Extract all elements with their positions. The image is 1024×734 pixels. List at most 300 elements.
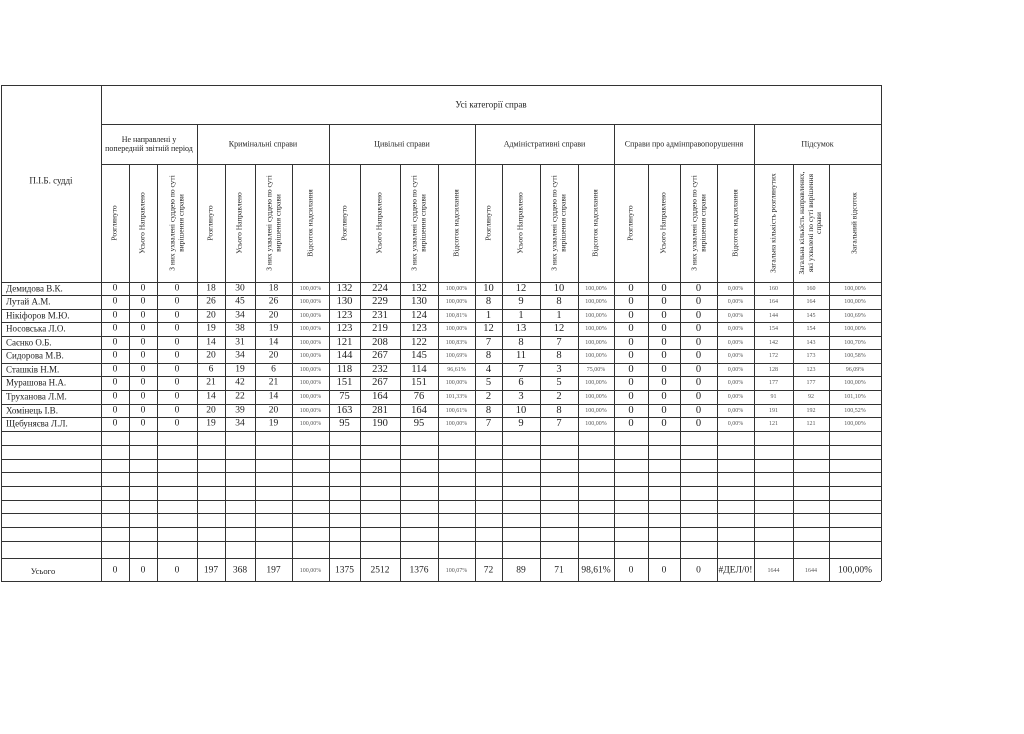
judge-name: Демидова В.К.	[6, 283, 63, 294]
table-cell: 0	[695, 309, 702, 321]
table-cell: 164	[769, 298, 778, 305]
column-subheader: Відсоток надсилання	[451, 189, 461, 257]
table-cell: 130	[336, 295, 353, 307]
table-cell: 14	[268, 337, 279, 347]
column-divider	[225, 164, 226, 581]
table-cell: 100,00%	[445, 285, 468, 292]
judge-name: Носовська Л.О.	[6, 323, 66, 334]
table-cell: 0,00%	[727, 339, 744, 346]
judge-name: Сидорова М.В.	[6, 350, 64, 361]
table-cell: 100,00%	[299, 366, 322, 373]
table-cell: 95	[413, 417, 425, 429]
table-cell: 0	[112, 405, 118, 415]
table-cell: 160	[769, 285, 778, 292]
row-divider	[1, 390, 881, 391]
table-cell: 0	[628, 336, 634, 348]
table-cell: 0	[695, 390, 702, 402]
table-cell: 100,00%	[585, 379, 607, 386]
table-cell: 0	[174, 350, 180, 360]
table-cell: 21	[268, 377, 279, 387]
table-cell: 1	[518, 309, 524, 321]
table-cell: 0	[661, 282, 667, 294]
empty-row-divider	[1, 513, 881, 514]
table-cell: 123	[411, 322, 427, 334]
column-subheader: Розглянуто	[339, 205, 349, 241]
table-cell: 219	[372, 322, 388, 334]
table-cell: 11	[515, 349, 527, 361]
column-divider	[438, 164, 439, 581]
table-cell: 42	[235, 377, 245, 387]
table-cell: 191	[769, 407, 778, 414]
table-cell: 143	[806, 339, 816, 346]
table-cell: 0	[628, 309, 634, 321]
column-subheader: Загальна кількість направлених, які ухвалені по суті вирішення справи	[797, 171, 824, 275]
table-cell: 100,00%	[585, 325, 607, 332]
table-cell: 100,00%	[585, 339, 607, 346]
table-cell: 0	[140, 391, 146, 401]
table-cell: 121	[336, 336, 353, 348]
total-cell: 197	[266, 564, 281, 575]
table-cell: 100,58%	[844, 352, 866, 359]
total-cell: 72	[483, 564, 494, 575]
table-cell: 1	[485, 309, 492, 321]
table-cell: 267	[372, 349, 388, 361]
table-cell: 281	[372, 404, 388, 416]
table-cell: 100,69%	[445, 352, 468, 359]
empty-row-divider	[1, 541, 881, 542]
table-cell: 8	[485, 349, 492, 361]
judge-name: Нікіфоров М.Ю.	[6, 310, 70, 321]
table-cell: 0	[628, 404, 634, 416]
table-cell: 19	[206, 323, 216, 333]
judge-name: Сташків Н.М.	[6, 364, 60, 375]
table-cell: 0	[661, 349, 667, 361]
table-cell: 3	[518, 390, 524, 402]
column-subheader: З них ухвалені суддею по суті вирішення справи	[263, 175, 282, 271]
table-cell: 154	[806, 325, 816, 332]
table-cell: 0	[112, 377, 118, 387]
table-cell: 0	[628, 295, 634, 307]
table-cell: 39	[235, 405, 245, 415]
table-cell: 0	[661, 322, 667, 334]
column-subheader: Усього Направлено	[515, 192, 525, 254]
total-cell: 0	[140, 564, 146, 575]
table-cell: 0	[140, 377, 146, 387]
table-cell: 123	[336, 322, 353, 334]
column-divider	[578, 164, 579, 581]
table-cell: 12	[483, 322, 494, 334]
empty-row-divider	[1, 500, 881, 501]
total-cell: 368	[232, 564, 248, 575]
total-cell: 0	[112, 564, 118, 575]
table-cell: 96,61%	[447, 366, 466, 373]
table-cell: 0	[112, 350, 118, 360]
column-divider	[502, 164, 503, 581]
column-subheader: З них ухвалені суддею по суті вирішення справи	[688, 175, 707, 271]
total-cell: 0	[696, 564, 701, 575]
table-cell: 144	[769, 312, 778, 319]
column-subheader: Відсоток надсилання	[730, 189, 740, 257]
column-subheader: З них ухвалені суддею по суті вирішення справи	[409, 175, 427, 271]
row-divider	[1, 376, 881, 377]
judge-name: Труханова Л.М.	[6, 391, 67, 402]
table-cell: 7	[518, 363, 524, 375]
table-cell: 0	[695, 376, 702, 388]
group-row-divider	[101, 164, 881, 165]
table-cell: 124	[411, 309, 427, 321]
table-cell: 6	[208, 364, 214, 374]
table-cell: 100,00%	[299, 420, 322, 427]
table-cell: 0	[112, 283, 118, 293]
table-cell: 0	[628, 322, 634, 334]
table-cell: 145	[806, 312, 816, 319]
table-cell: 0	[112, 323, 118, 333]
judge-name: Лутай А.М.	[6, 296, 51, 307]
table-cell: 0	[112, 418, 118, 428]
column-subheader: Відсоток надсилання	[590, 189, 600, 257]
row-divider	[1, 349, 881, 350]
group-header: Кримінальні справи	[228, 139, 298, 149]
column-divider	[793, 164, 794, 581]
table-cell: 177	[769, 379, 778, 386]
table-cell: 0	[695, 404, 702, 416]
total-cell: 197	[203, 564, 219, 575]
table-cell: 0	[695, 322, 702, 334]
row-divider	[1, 322, 881, 323]
total-cell: 0	[628, 564, 634, 575]
table-cell: 7	[485, 336, 492, 348]
table-cell: 0	[661, 376, 667, 388]
table-cell: 26	[268, 296, 279, 306]
total-cell: 98,61%	[581, 564, 611, 575]
table-cell: 13	[515, 322, 527, 334]
table-cell: 0,00%	[727, 325, 744, 332]
table-cell: 0	[174, 391, 180, 401]
table-cell: 96,09%	[845, 366, 865, 373]
table-cell: 100,00%	[844, 298, 866, 305]
row-divider	[1, 404, 881, 405]
table-cell: 100,00%	[299, 298, 322, 305]
table-bottom-border	[1, 581, 881, 582]
table-cell: 5	[485, 376, 492, 388]
table-cell: 22	[235, 391, 245, 401]
table-cell: 19	[268, 418, 279, 428]
table-cell: 0,00%	[727, 393, 744, 400]
table-cell: 100,52%	[844, 407, 866, 414]
name-column-divider	[101, 85, 102, 581]
total-row-label: Усього	[30, 565, 56, 576]
row-divider	[1, 431, 881, 432]
table-cell: 0	[140, 323, 146, 333]
table-cell: 0	[695, 282, 702, 294]
table-cell: 0,00%	[727, 366, 744, 373]
table-cell: 0	[661, 336, 667, 348]
table-cell: 20	[268, 405, 279, 415]
group-header: Не направлені у попередній звітній період	[105, 134, 193, 153]
column-subheader: Усього Направлено	[137, 192, 147, 254]
table-cell: 231	[372, 309, 388, 321]
table-cell: 0	[628, 282, 634, 294]
column-divider	[400, 164, 401, 581]
judge-name: Хомінець І.В.	[6, 405, 58, 416]
table-cell: 21	[206, 377, 216, 387]
table-cell: 118	[336, 363, 353, 375]
column-divider	[829, 164, 830, 581]
column-divider	[157, 164, 158, 581]
table-cell: 0	[112, 296, 118, 306]
table-cell: 154	[769, 325, 778, 332]
table-cell: 2	[485, 390, 492, 402]
table-cell: 0	[661, 363, 667, 375]
table-cell: 0	[174, 296, 180, 306]
table-cell: 18	[206, 283, 216, 293]
table-cell: 0,00%	[727, 379, 744, 386]
table-cell: 0	[695, 336, 702, 348]
table-cell: 0	[174, 310, 180, 320]
table-cell: 101,33%	[445, 393, 468, 400]
table-left-border	[1, 85, 2, 581]
total-row-divider	[1, 558, 881, 559]
table-cell: 100,61%	[445, 407, 468, 414]
table-cell: 20	[268, 350, 279, 360]
table-cell: 163	[336, 404, 353, 416]
total-cell: 71	[554, 564, 564, 575]
table-cell: 19	[268, 323, 279, 333]
table-cell: 31	[235, 337, 245, 347]
table-cell: 100,00%	[299, 407, 322, 414]
table-cell: 0,00%	[727, 407, 744, 414]
table-cell: 18	[268, 283, 279, 293]
table-cell: 0	[140, 350, 146, 360]
table-cell: 0	[174, 323, 180, 333]
table-cell: 132	[411, 282, 427, 294]
table-cell: 75	[339, 390, 350, 402]
empty-row-divider	[1, 527, 881, 528]
table-cell: 1	[556, 309, 562, 321]
table-cell: 0	[140, 337, 146, 347]
table-cell: 34	[235, 350, 245, 360]
table-cell: 190	[372, 417, 388, 429]
table-cell: 20	[206, 405, 216, 415]
table-cell: 151	[411, 376, 427, 388]
table-cell: 8	[485, 295, 492, 307]
table-cell: 92	[808, 393, 814, 400]
table-cell: 95	[339, 417, 350, 429]
column-subheader: Усього Направлено	[234, 192, 244, 254]
total-cell: #ДЕЛ/0!	[718, 564, 753, 575]
table-cell: 19	[206, 418, 216, 428]
table-cell: 100,00%	[585, 298, 607, 305]
table-cell: 267	[372, 376, 388, 388]
total-cell: 2512	[370, 564, 390, 575]
table-cell: 7	[485, 417, 492, 429]
table-cell: 0	[140, 283, 146, 293]
table-cell: 224	[372, 282, 388, 294]
table-cell: 100,00%	[445, 298, 468, 305]
empty-row-divider	[1, 486, 881, 487]
table-cell: 232	[372, 363, 388, 375]
group-header: Підсумок	[801, 139, 834, 149]
table-cell: 100,00%	[445, 379, 468, 386]
table-cell: 208	[372, 336, 388, 348]
table-cell: 8	[556, 349, 562, 361]
table-cell: 100,00%	[585, 312, 607, 319]
table-cell: 0,00%	[727, 420, 744, 427]
table-cell: 0	[112, 337, 118, 347]
table-cell: 100,00%	[585, 352, 607, 359]
table-cell: 14	[268, 391, 279, 401]
table-cell: 8	[518, 336, 524, 348]
table-cell: 192	[806, 407, 816, 414]
row-divider	[1, 336, 881, 337]
table-cell: 76	[413, 390, 425, 402]
table-cell: 0	[628, 390, 634, 402]
table-cell: 9	[518, 295, 524, 307]
table-cell: 173	[806, 352, 816, 359]
column-subheader: З них ухвалені суддею по суті вирішення справи	[167, 175, 185, 271]
table-cell: 0	[140, 364, 146, 374]
table-cell: 0	[174, 283, 180, 293]
table-cell: 2	[556, 390, 562, 402]
table-cell: 100,00%	[585, 407, 607, 414]
table-cell: 0	[140, 405, 146, 415]
table-cell: 100,69%	[844, 312, 866, 319]
column-divider	[255, 164, 256, 581]
table-cell: 128	[769, 366, 778, 373]
table-cell: 0	[174, 337, 180, 347]
group-header: Адміністративні справи	[503, 139, 586, 149]
table-cell: 20	[268, 310, 279, 320]
column-divider	[680, 164, 681, 581]
table-cell: 12	[515, 282, 527, 294]
table-cell: 100,00%	[299, 325, 322, 332]
table-cell: 0	[628, 376, 634, 388]
table-cell: 114	[411, 363, 427, 375]
table-cell: 0	[628, 417, 634, 429]
table-cell: 0	[695, 417, 702, 429]
column-subheader: Розглянуто	[625, 205, 635, 241]
column-subheader: Розглянуто	[109, 205, 119, 241]
column-subheader: Усього Направлено	[374, 192, 384, 254]
table-cell: 160	[806, 285, 816, 292]
table-cell: 100,00%	[585, 420, 607, 427]
table-cell: 144	[336, 349, 353, 361]
table-cell: 26	[206, 296, 216, 306]
judge-name: Щебуняєва Л.Л.	[6, 418, 68, 429]
table-cell: 164	[806, 298, 816, 305]
table-right-border	[881, 85, 882, 581]
column-divider	[717, 164, 718, 581]
table-cell: 100,00%	[844, 285, 866, 292]
table-cell: 14	[206, 391, 216, 401]
table-cell: 4	[485, 363, 492, 375]
group-header: Цивільні справи	[374, 139, 430, 149]
table-cell: 123	[336, 309, 353, 321]
table-cell: 20	[206, 350, 216, 360]
table-cell: 0	[112, 364, 118, 374]
table-cell: 8	[485, 404, 492, 416]
table-cell: 0	[140, 310, 146, 320]
total-cell: 0	[661, 564, 667, 575]
column-divider	[292, 164, 293, 581]
table-cell: 164	[372, 390, 388, 402]
total-cell: 0	[174, 564, 180, 575]
table-cell: 0	[661, 404, 667, 416]
table-cell: 0	[174, 418, 180, 428]
table-cell: 7	[556, 336, 562, 348]
table-cell: 0	[174, 377, 180, 387]
table-cell: 6	[518, 376, 524, 388]
table-cell: 100,83%	[445, 339, 468, 346]
empty-row-divider	[1, 445, 881, 446]
table-cell: 30	[235, 283, 245, 293]
table-cell: 0	[661, 295, 667, 307]
total-cell: 100,00%	[837, 564, 873, 575]
table-cell: 3	[556, 363, 562, 375]
table-cell: 20	[206, 310, 216, 320]
table-cell: 0	[174, 364, 180, 374]
column-subheader: Загальна кількість розглянутих	[768, 173, 778, 273]
column-divider	[648, 164, 649, 581]
table-cell: 0,00%	[727, 285, 744, 292]
table-cell: 121	[806, 420, 816, 427]
table-cell: 75,00%	[586, 366, 606, 373]
table-cell: 123	[806, 366, 816, 373]
table-cell: 0,00%	[727, 312, 744, 319]
table-cell: 172	[769, 352, 778, 359]
row-divider	[1, 417, 881, 418]
table-cell: 100,00%	[844, 325, 866, 332]
row-divider	[1, 309, 881, 310]
total-cell: 100,00%	[299, 567, 322, 574]
title-row-divider	[101, 124, 881, 125]
table-cell: 100,00%	[585, 285, 607, 292]
table-cell: 100,00%	[585, 393, 607, 400]
table-cell: 164	[411, 404, 427, 416]
table-cell: 100,00%	[844, 420, 866, 427]
table-cell: 8	[556, 295, 562, 307]
group-header: Справи про адмінправопорушення	[624, 139, 744, 149]
column-subheader: Розглянуто	[205, 205, 215, 241]
table-cell: 0	[695, 349, 702, 361]
table-cell: 100,00%	[299, 339, 322, 346]
table-cell: 132	[336, 282, 353, 294]
column-subheader: З них ухвалені суддею по суті вирішення справи	[549, 175, 567, 271]
table-top-border	[1, 85, 881, 86]
column-subheader: Загальний відсоток	[849, 192, 859, 254]
total-cell: 100,07%	[445, 567, 468, 574]
judge-name: Саєнко О.Б.	[6, 337, 52, 348]
table-cell: 177	[806, 379, 816, 386]
column-subheader: Відсоток надсилання	[305, 189, 315, 257]
row-divider	[1, 363, 881, 364]
table-cell: 0	[661, 390, 667, 402]
table-cell: 5	[556, 376, 562, 388]
table-cell: 0	[140, 418, 146, 428]
table-cell: 9	[518, 417, 524, 429]
judge-name: Мурашова Н.А.	[6, 377, 67, 388]
column-divider	[360, 164, 361, 581]
table-cell: 100,00%	[445, 325, 468, 332]
table-cell: 100,00%	[299, 393, 322, 400]
row-divider	[1, 295, 881, 296]
table-cell: 6	[271, 364, 276, 374]
table-cell: 100,00%	[844, 379, 866, 386]
total-cell: 1375	[335, 564, 354, 575]
table-cell: 0	[112, 391, 118, 401]
empty-row-divider	[1, 459, 881, 460]
table-cell: 0	[661, 309, 667, 321]
